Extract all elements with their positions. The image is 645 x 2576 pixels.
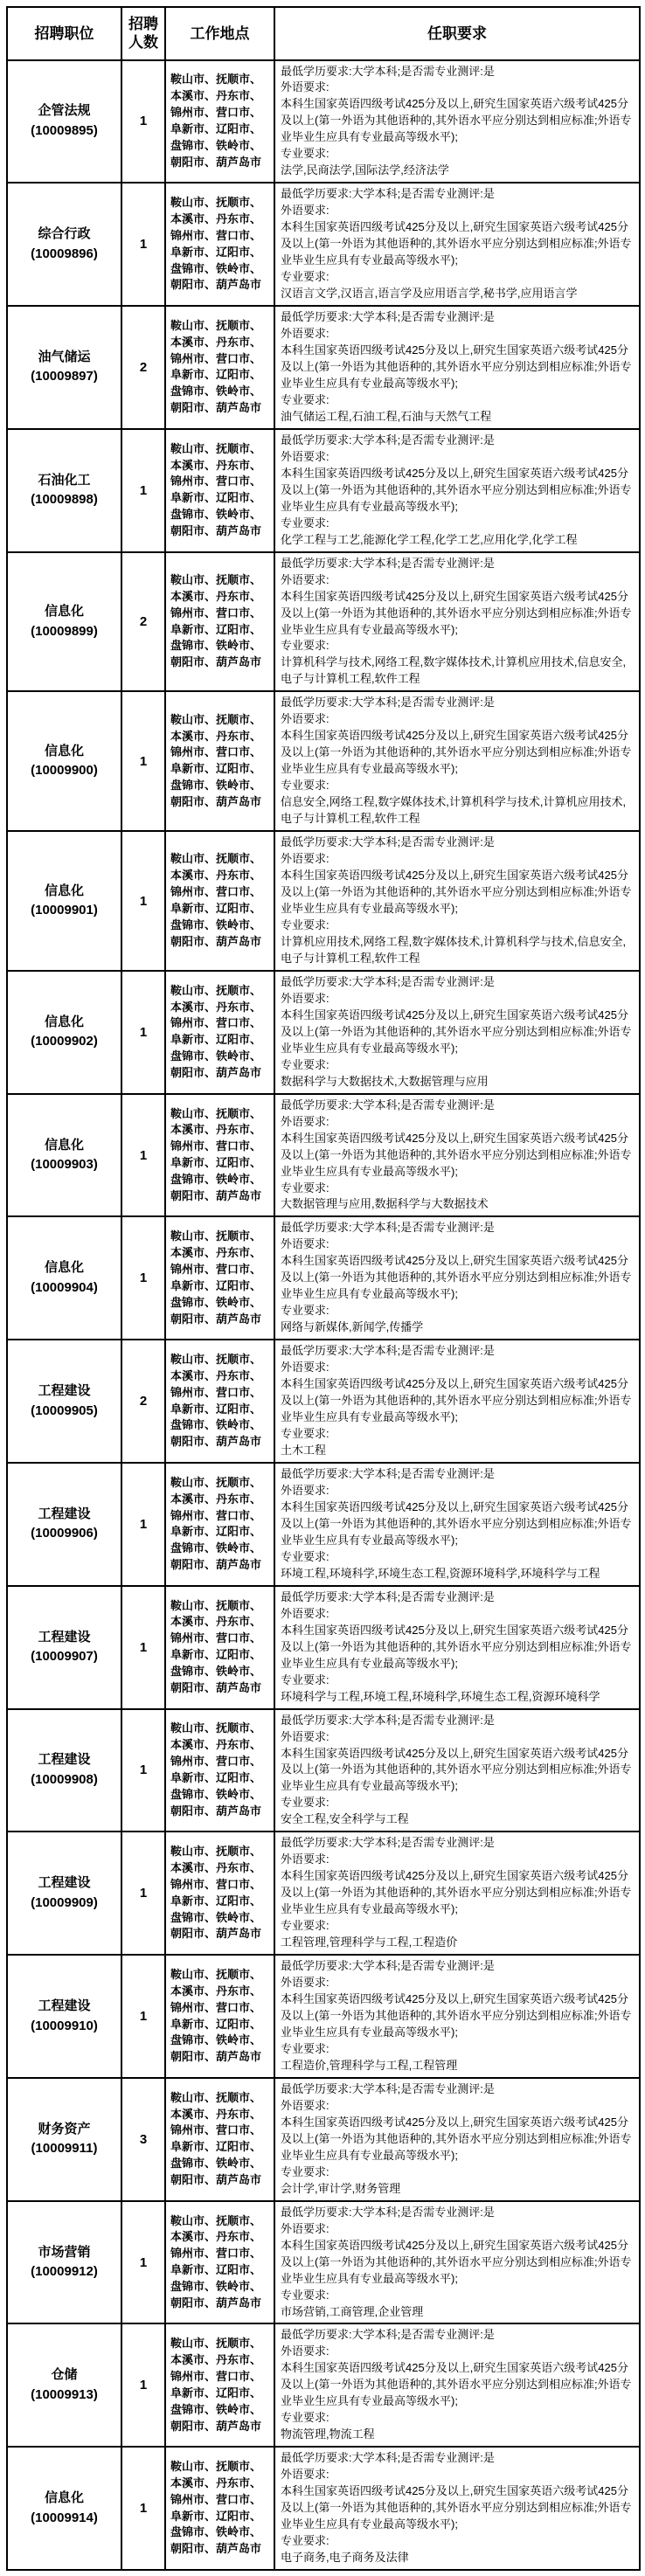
req-language-label: 外语要求: [281, 449, 329, 463]
req-major-list: 汉语言文学,汉语言,语言学及应用语言学,秘书学,应用语言学 [281, 287, 578, 301]
header-requirements: 任职要求 [274, 7, 640, 60]
position-cell [7, 1216, 121, 1340]
position-code: (10009903) [31, 1157, 98, 1173]
requirements-cell [274, 971, 640, 1094]
table-row [7, 60, 640, 184]
table-row [7, 183, 640, 306]
requirements-cell [274, 1955, 640, 2078]
header-location: 工作地点 [165, 7, 274, 60]
req-major-label: 专业要求: [281, 516, 329, 530]
req-language-label: 外语要求: [281, 1483, 329, 1497]
req-language-detail: 本科生国家英语四级考试425分及以上,研究生国家英语六级考试425分及以上(第一外语为其他语种的,其外语水平应分别达到相应标准;外语专业毕业生应具有专业最高等级水平); [281, 343, 632, 390]
table-row [7, 1216, 640, 1340]
req-language-label: 外语要求: [281, 1729, 329, 1743]
req-major-label: 专业要求: [281, 1057, 329, 1071]
position-cell [7, 2078, 121, 2201]
table-row [7, 429, 640, 552]
position-cell [7, 2201, 121, 2324]
count-cell: 2 [121, 552, 165, 692]
req-major-list: 土木工程 [281, 1444, 327, 1458]
location-cell: 鞍山市、抚顺市、本溪市、丹东市、锦州市、营口市、阜新市、辽阳市、盘锦市、铁岭市、朝阳市、葫芦岛市 [165, 183, 274, 306]
req-major-label: 专业要求: [281, 1549, 329, 1563]
location-cell: 鞍山市、抚顺市、本溪市、丹东市、锦州市、营口市、阜新市、辽阳市、盘锦市、铁岭市、朝阳市、葫芦岛市 [165, 2447, 274, 2570]
position-cell [7, 429, 121, 552]
req-major-label: 专业要求: [281, 1796, 329, 1810]
position-cell [7, 2447, 121, 2570]
table-row [7, 2447, 640, 2570]
position-code: (10009908) [31, 1771, 98, 1787]
count-cell: 1 [121, 1955, 165, 2078]
position-cell [7, 60, 121, 184]
table-row [7, 1709, 640, 1832]
req-education-line: 最低学历要求:大学本科;是否需专业测评:是 [281, 974, 495, 988]
position-cell [7, 306, 121, 429]
location-cell: 鞍山市、抚顺市、本溪市、丹东市、锦州市、营口市、阜新市、辽阳市、盘锦市、铁岭市、朝阳市、葫芦岛市 [165, 1216, 274, 1340]
req-language-label: 外语要求: [281, 2468, 329, 2482]
requirements-cell [274, 2201, 640, 2324]
position-cell [7, 971, 121, 1094]
location-cell: 鞍山市、抚顺市、本溪市、丹东市、锦州市、营口市、阜新市、辽阳市、盘锦市、铁岭市、朝阳市、葫芦岛市 [165, 2323, 274, 2447]
requirements-cell [274, 831, 640, 971]
req-language-detail: 本科生国家英语四级考试425分及以上,研究生国家英语六级考试425分及以上(第一外语为其他语种的,其外语水平应分别达到相应标准;外语专业毕业生应具有专业最高等级水平); [281, 1254, 632, 1301]
location-cell: 鞍山市、抚顺市、本溪市、丹东市、锦州市、营口市、阜新市、辽阳市、盘锦市、铁岭市、朝阳市、葫芦岛市 [165, 2201, 274, 2324]
req-education-line: 最低学历要求:大学本科;是否需专业测评:是 [281, 1713, 495, 1727]
req-education-line: 最低学历要求:大学本科;是否需专业测评:是 [281, 2205, 495, 2219]
req-major-list: 网络与新媒体,新闻学,传播学 [281, 1320, 424, 1334]
req-major-list: 环境工程,环境科学,环境生态工程,资源环境科学,环境科学与工程 [281, 1566, 600, 1580]
req-language-label: 外语要求: [281, 1114, 329, 1128]
position-code: (10009900) [31, 763, 98, 779]
table-row [7, 691, 640, 831]
req-major-label: 专业要求: [281, 270, 329, 284]
requirements-cell [274, 1709, 640, 1832]
req-major-label: 专业要求: [281, 2411, 329, 2425]
req-language-detail: 本科生国家英语四级考试425分及以上,研究生国家英语六级考试425分及以上(第一外语为其他语种的,其外语水平应分别达到相应标准;外语专业毕业生应具有专业最高等级水平); [281, 1499, 632, 1547]
count-cell: 1 [121, 831, 165, 971]
req-education-line: 最低学历要求:大学本科;是否需专业测评:是 [281, 187, 495, 201]
req-education-line: 最低学历要求:大学本科;是否需专业测评:是 [281, 1221, 495, 1235]
location-cell: 鞍山市、抚顺市、本溪市、丹东市、锦州市、营口市、阜新市、辽阳市、盘锦市、铁岭市、朝阳市、葫芦岛市 [165, 1709, 274, 1832]
table-header-row [7, 7, 640, 60]
req-major-label: 专业要求: [281, 2164, 329, 2178]
position-code: (10009901) [31, 903, 98, 918]
req-major-list: 市场营销,工商管理,企业管理 [281, 2304, 424, 2318]
location-cell: 鞍山市、抚顺市、本溪市、丹东市、锦州市、营口市、阜新市、辽阳市、盘锦市、铁岭市、朝阳市、葫芦岛市 [165, 2078, 274, 2201]
position-cell [7, 691, 121, 831]
req-education-line: 最低学历要求:大学本科;是否需专业测评:是 [281, 835, 495, 849]
req-language-detail: 本科生国家英语四级考试425分及以上,研究生国家英语六级考试425分及以上(第一外语为其他语种的,其外语水平应分别达到相应标准;外语专业毕业生应具有专业最高等级水平); [281, 220, 632, 267]
count-cell: 2 [121, 306, 165, 429]
table-row [7, 306, 640, 429]
req-education-line: 最低学历要求:大学本科;是否需专业测评:是 [281, 1836, 495, 1850]
req-language-detail: 本科生国家英语四级考试425分及以上,研究生国家英语六级考试425分及以上(第一外语为其他语种的,其外语水平应分别达到相应标准;外语专业毕业生应具有专业最高等级水平); [281, 1992, 632, 2039]
position-code: (10009911) [31, 2141, 98, 2157]
count-cell: 2 [121, 1340, 165, 1463]
count-cell: 1 [121, 1586, 165, 1709]
table-row [7, 971, 640, 1094]
count-cell: 1 [121, 2447, 165, 2570]
position-title: 工程建设 [38, 1752, 91, 1768]
table-row [7, 1955, 640, 2078]
position-code: (10009914) [31, 2510, 98, 2525]
req-major-list: 信息安全,网络工程,数字媒体技术,计算机科学与技术,计算机应用技术,电子与计算机工程,软件工程 [281, 795, 627, 826]
location-cell: 鞍山市、抚顺市、本溪市、丹东市、锦州市、营口市、阜新市、辽阳市、盘锦市、铁岭市、朝阳市、葫芦岛市 [165, 60, 274, 184]
table-row [7, 1586, 640, 1709]
position-title: 信息化 [44, 1260, 84, 1276]
req-language-label: 外语要求: [281, 204, 329, 218]
header-position: 招聘职位 [7, 7, 121, 60]
position-code: (10009902) [31, 1034, 98, 1049]
count-cell: 1 [121, 1709, 165, 1832]
req-major-list: 计算机应用技术,网络工程,数字媒体技术,计算机科学与技术,信息安全,电子与计算机工程,软件工程 [281, 934, 627, 965]
count-cell: 3 [121, 2078, 165, 2201]
req-language-detail: 本科生国家英语四级考试425分及以上,研究生国家英语六级考试425分及以上(第一外语为其他语种的,其外语水平应分别达到相应标准;外语专业毕业生应具有专业最高等级水平); [281, 2484, 632, 2531]
table-row [7, 1463, 640, 1586]
req-education-line: 最低学历要求:大学本科;是否需专业测评:是 [281, 433, 495, 447]
requirements-cell [274, 60, 640, 184]
table-row [7, 2201, 640, 2324]
req-major-list: 油气储运工程,石油工程,石油与天然气工程 [281, 409, 492, 423]
position-code: (10009910) [31, 2018, 98, 2033]
position-title: 市场营销 [38, 2244, 91, 2260]
req-language-detail: 本科生国家英语四级考试425分及以上,研究生国家英语六级考试425分及以上(第一外语为其他语种的,其外语水平应分别达到相应标准;外语专业毕业生应具有专业最高等级水平); [281, 1746, 632, 1793]
header-count: 招聘人数 [121, 7, 165, 60]
req-major-label: 专业要求: [281, 2288, 329, 2302]
position-code: (10009899) [31, 623, 98, 639]
req-major-label: 专业要求: [281, 1672, 329, 1686]
position-title: 信息化 [44, 883, 84, 898]
position-code: (10009912) [31, 2264, 98, 2280]
count-cell: 1 [121, 183, 165, 306]
count-cell: 1 [121, 691, 165, 831]
requirements-cell [274, 1463, 640, 1586]
req-major-label: 专业要求: [281, 779, 329, 793]
req-major-list: 化学工程与工艺,能源化学工程,化学工艺,应用化学,化学工程 [281, 532, 578, 546]
requirements-cell [274, 1832, 640, 1955]
position-cell [7, 1094, 121, 1217]
requirements-cell [274, 1094, 640, 1217]
req-language-detail: 本科生国家英语四级考试425分及以上,研究生国家英语六级考试425分及以上(第一外语为其他语种的,其外语水平应分别达到相应标准;外语专业毕业生应具有专业最高等级水平); [281, 2238, 632, 2285]
location-cell: 鞍山市、抚顺市、本溪市、丹东市、锦州市、营口市、阜新市、辽阳市、盘锦市、铁岭市、朝阳市、葫芦岛市 [165, 306, 274, 429]
req-education-line: 最低学历要求:大学本科;是否需专业测评:是 [281, 2451, 495, 2465]
position-cell [7, 1463, 121, 1586]
req-language-label: 外语要求: [281, 1852, 329, 1866]
req-language-detail: 本科生国家英语四级考试425分及以上,研究生国家英语六级考试425分及以上(第一外语为其他语种的,其外语水平应分别达到相应标准;外语专业毕业生应具有专业最高等级水平); [281, 2115, 632, 2162]
requirements-cell [274, 2078, 640, 2201]
table-row [7, 831, 640, 971]
count-cell: 1 [121, 1216, 165, 1340]
req-language-label: 外语要求: [281, 2344, 329, 2358]
requirements-cell [274, 2447, 640, 2570]
req-major-label: 专业要求: [281, 639, 329, 653]
req-major-list: 安全工程,安全科学与工程 [281, 1812, 409, 1826]
count-cell: 1 [121, 60, 165, 184]
req-language-detail: 本科生国家英语四级考试425分及以上,研究生国家英语六级考试425分及以上(第一外语为其他语种的,其外语水平应分别达到相应标准;外语专业毕业生应具有专业最高等级水平); [281, 1623, 632, 1670]
requirements-cell [274, 1340, 640, 1463]
req-education-line: 最低学历要求:大学本科;是否需专业测评:是 [281, 1098, 495, 1111]
position-title: 综合行政 [38, 226, 91, 242]
req-language-detail: 本科生国家英语四级考试425分及以上,研究生国家英语六级考试425分及以上(第一外语为其他语种的,其外语水平应分别达到相应标准;外语专业毕业生应具有专业最高等级水平); [281, 97, 632, 144]
position-title: 信息化 [44, 2490, 84, 2506]
count-cell: 1 [121, 971, 165, 1094]
req-major-list: 环境科学与工程,环境工程,环境科学,环境生态工程,资源环境科学 [281, 1689, 600, 1703]
position-code: (10009913) [31, 2386, 98, 2402]
req-education-line: 最低学历要求:大学本科;是否需专业测评:是 [281, 64, 495, 78]
req-major-label: 专业要求: [281, 147, 329, 161]
position-code: (10009895) [31, 122, 98, 138]
req-major-label: 专业要求: [281, 918, 329, 931]
req-major-label: 专业要求: [281, 1427, 329, 1441]
req-language-label: 外语要求: [281, 1237, 329, 1251]
req-language-label: 外语要求: [281, 991, 329, 1005]
req-language-label: 外语要求: [281, 1976, 329, 1990]
count-cell: 1 [121, 1463, 165, 1586]
position-title: 工程建设 [38, 1875, 91, 1891]
position-cell [7, 1832, 121, 1955]
requirements-cell [274, 183, 640, 306]
position-code: (10009909) [31, 1894, 98, 1910]
position-title: 工程建设 [38, 1629, 91, 1645]
req-language-label: 外语要求: [281, 712, 329, 726]
location-cell: 鞍山市、抚顺市、本溪市、丹东市、锦州市、营口市、阜新市、辽阳市、盘锦市、铁岭市、朝阳市、葫芦岛市 [165, 1586, 274, 1709]
req-major-label: 专业要求: [281, 1304, 329, 1318]
table-row [7, 2078, 640, 2201]
position-cell [7, 183, 121, 306]
req-major-list: 工程造价,管理科学与工程,工程管理 [281, 2058, 458, 2072]
req-major-list: 电子商务,电子商务及法律 [281, 2551, 409, 2565]
req-education-line: 最低学历要求:大学本科;是否需专业测评:是 [281, 1344, 495, 1358]
table-row [7, 2323, 640, 2447]
position-cell [7, 1340, 121, 1463]
position-title: 工程建设 [38, 1998, 91, 2014]
req-major-list: 会计学,审计学,财务管理 [281, 2181, 401, 2195]
position-title: 财务资产 [38, 2121, 91, 2136]
req-language-detail: 本科生国家英语四级考试425分及以上,研究生国家英语六级考试425分及以上(第一外语为其他语种的,其外语水平应分别达到相应标准;外语专业毕业生应具有专业最高等级水平); [281, 589, 632, 636]
req-education-line: 最低学历要求:大学本科;是否需专业测评:是 [281, 2328, 495, 2342]
req-language-detail: 本科生国家英语四级考试425分及以上,研究生国家英语六级考试425分及以上(第一外语为其他语种的,其外语水平应分别达到相应标准;外语专业毕业生应具有专业最高等级水平); [281, 1008, 632, 1055]
position-title: 工程建设 [38, 1383, 91, 1399]
table-row [7, 1094, 640, 1217]
position-title: 仓储 [51, 2367, 78, 2383]
req-language-detail: 本科生国家英语四级考试425分及以上,研究生国家英语六级考试425分及以上(第一外语为其他语种的,其外语水平应分别达到相应标准;外语专业毕业生应具有专业最高等级水平); [281, 729, 632, 776]
requirements-cell [274, 1586, 640, 1709]
requirements-cell [274, 552, 640, 692]
count-cell: 1 [121, 2323, 165, 2447]
count-cell: 1 [121, 1832, 165, 1955]
location-cell: 鞍山市、抚顺市、本溪市、丹东市、锦州市、营口市、阜新市、辽阳市、盘锦市、铁岭市、朝阳市、葫芦岛市 [165, 1955, 274, 2078]
position-code: (10009898) [31, 492, 98, 508]
req-education-line: 最低学历要求:大学本科;是否需专业测评:是 [281, 310, 495, 324]
req-language-label: 外语要求: [281, 2098, 329, 2112]
position-cell [7, 831, 121, 971]
position-cell [7, 1586, 121, 1709]
req-language-detail: 本科生国家英语四级考试425分及以上,研究生国家英语六级考试425分及以上(第一外语为其他语种的,其外语水平应分别达到相应标准;外语专业毕业生应具有专业最高等级水平); [281, 466, 632, 513]
requirements-cell [274, 691, 640, 831]
req-language-label: 外语要求: [281, 852, 329, 866]
count-cell: 1 [121, 429, 165, 552]
count-cell: 1 [121, 2201, 165, 2324]
req-language-label: 外语要求: [281, 1361, 329, 1375]
location-cell: 鞍山市、抚顺市、本溪市、丹东市、锦州市、营口市、阜新市、辽阳市、盘锦市、铁岭市、朝阳市、葫芦岛市 [165, 1463, 274, 1586]
req-major-list: 数据科学与大数据技术,大数据管理与应用 [281, 1074, 489, 1088]
table-row [7, 552, 640, 692]
count-cell: 1 [121, 1094, 165, 1217]
req-education-line: 最低学历要求:大学本科;是否需专业测评:是 [281, 1467, 495, 1480]
position-cell [7, 2323, 121, 2447]
location-cell: 鞍山市、抚顺市、本溪市、丹东市、锦州市、营口市、阜新市、辽阳市、盘锦市、铁岭市、朝阳市、葫芦岛市 [165, 691, 274, 831]
position-title: 工程建设 [38, 1506, 91, 1521]
location-cell: 鞍山市、抚顺市、本溪市、丹东市、锦州市、营口市、阜新市、辽阳市、盘锦市、铁岭市、朝阳市、葫芦岛市 [165, 552, 274, 692]
recruitment-table [6, 6, 641, 2571]
position-code: (10009906) [31, 1526, 98, 1541]
position-title: 信息化 [44, 1014, 84, 1029]
req-major-label: 专业要求: [281, 1181, 329, 1195]
req-language-label: 外语要求: [281, 1606, 329, 1620]
position-code: (10009896) [31, 246, 98, 261]
req-language-label: 外语要求: [281, 572, 329, 586]
req-language-detail: 本科生国家英语四级考试425分及以上,研究生国家英语六级考试425分及以上(第一外语为其他语种的,其外语水平应分别达到相应标准;外语专业毕业生应具有专业最高等级水平); [281, 1131, 632, 1178]
position-title: 信息化 [44, 604, 84, 619]
req-language-detail: 本科生国家英语四级考试425分及以上,研究生国家英语六级考试425分及以上(第一外语为其他语种的,其外语水平应分别达到相应标准;外语专业毕业生应具有专业最高等级水平); [281, 1377, 632, 1424]
req-major-label: 专业要求: [281, 1919, 329, 1933]
location-cell: 鞍山市、抚顺市、本溪市、丹东市、锦州市、营口市、阜新市、辽阳市、盘锦市、铁岭市、朝阳市、葫芦岛市 [165, 971, 274, 1094]
req-language-detail: 本科生国家英语四级考试425分及以上,研究生国家英语六级考试425分及以上(第一外语为其他语种的,其外语水平应分别达到相应标准;外语专业毕业生应具有专业最高等级水平); [281, 2361, 632, 2408]
requirements-cell [274, 306, 640, 429]
location-cell: 鞍山市、抚顺市、本溪市、丹东市、锦州市、营口市、阜新市、辽阳市、盘锦市、铁岭市、朝阳市、葫芦岛市 [165, 1340, 274, 1463]
position-title: 油气储运 [38, 349, 91, 364]
req-major-list: 物流管理,物流工程 [281, 2427, 375, 2441]
requirements-cell [274, 429, 640, 552]
req-education-line: 最低学历要求:大学本科;是否需专业测评:是 [281, 2081, 495, 2095]
req-major-list: 法学,民商法学,国际法学,经济法学 [281, 163, 449, 177]
position-title: 信息化 [44, 743, 84, 758]
req-major-label: 专业要求: [281, 2534, 329, 2548]
position-cell [7, 1955, 121, 2078]
requirements-cell [274, 2323, 640, 2447]
table-row [7, 1832, 640, 1955]
location-cell: 鞍山市、抚顺市、本溪市、丹东市、锦州市、营口市、阜新市、辽阳市、盘锦市、铁岭市、朝阳市、葫芦岛市 [165, 831, 274, 971]
req-language-label: 外语要求: [281, 2221, 329, 2235]
req-major-label: 专业要求: [281, 2041, 329, 2055]
position-cell [7, 1709, 121, 1832]
location-cell: 鞍山市、抚顺市、本溪市、丹东市、锦州市、营口市、阜新市、辽阳市、盘锦市、铁岭市、朝阳市、葫芦岛市 [165, 1094, 274, 1217]
req-language-label: 外语要求: [281, 80, 329, 94]
req-major-list: 大数据管理与应用,数据科学与大数据技术 [281, 1197, 489, 1211]
location-cell: 鞍山市、抚顺市、本溪市、丹东市、锦州市、营口市、阜新市、辽阳市、盘锦市、铁岭市、朝阳市、葫芦岛市 [165, 429, 274, 552]
req-education-line: 最低学历要求:大学本科;是否需专业测评:是 [281, 1589, 495, 1603]
position-code: (10009905) [31, 1402, 98, 1418]
req-education-line: 最低学历要求:大学本科;是否需专业测评:是 [281, 696, 495, 710]
req-major-label: 专业要求: [281, 392, 329, 406]
location-cell: 鞍山市、抚顺市、本溪市、丹东市、锦州市、营口市、阜新市、辽阳市、盘锦市、铁岭市、朝阳市、葫芦岛市 [165, 1832, 274, 1955]
req-language-detail: 本科生国家英语四级考试425分及以上,研究生国家英语六级考试425分及以上(第一外语为其他语种的,其外语水平应分别达到相应标准;外语专业毕业生应具有专业最高等级水平); [281, 869, 632, 915]
req-major-list: 计算机科学与技术,网络工程,数字媒体技术,计算机应用技术,信息安全,电子与计算机工程,软件工程 [281, 655, 627, 686]
position-title: 企管法规 [38, 103, 91, 119]
req-language-label: 外语要求: [281, 327, 329, 341]
position-title: 石油化工 [38, 472, 91, 488]
position-code: (10009897) [31, 369, 98, 384]
position-title: 信息化 [44, 1137, 84, 1153]
req-education-line: 最低学历要求:大学本科;是否需专业测评:是 [281, 1959, 495, 1973]
requirements-cell [274, 1216, 640, 1340]
position-code: (10009904) [31, 1279, 98, 1295]
req-major-list: 工程管理,管理科学与工程,工程造价 [281, 1935, 458, 1949]
position-cell [7, 552, 121, 692]
req-education-line: 最低学历要求:大学本科;是否需专业测评:是 [281, 556, 495, 570]
position-code: (10009907) [31, 1649, 98, 1665]
req-language-detail: 本科生国家英语四级考试425分及以上,研究生国家英语六级考试425分及以上(第一外语为其他语种的,其外语水平应分别达到相应标准;外语专业毕业生应具有专业最高等级水平); [281, 1869, 632, 1916]
table-row [7, 1340, 640, 1463]
